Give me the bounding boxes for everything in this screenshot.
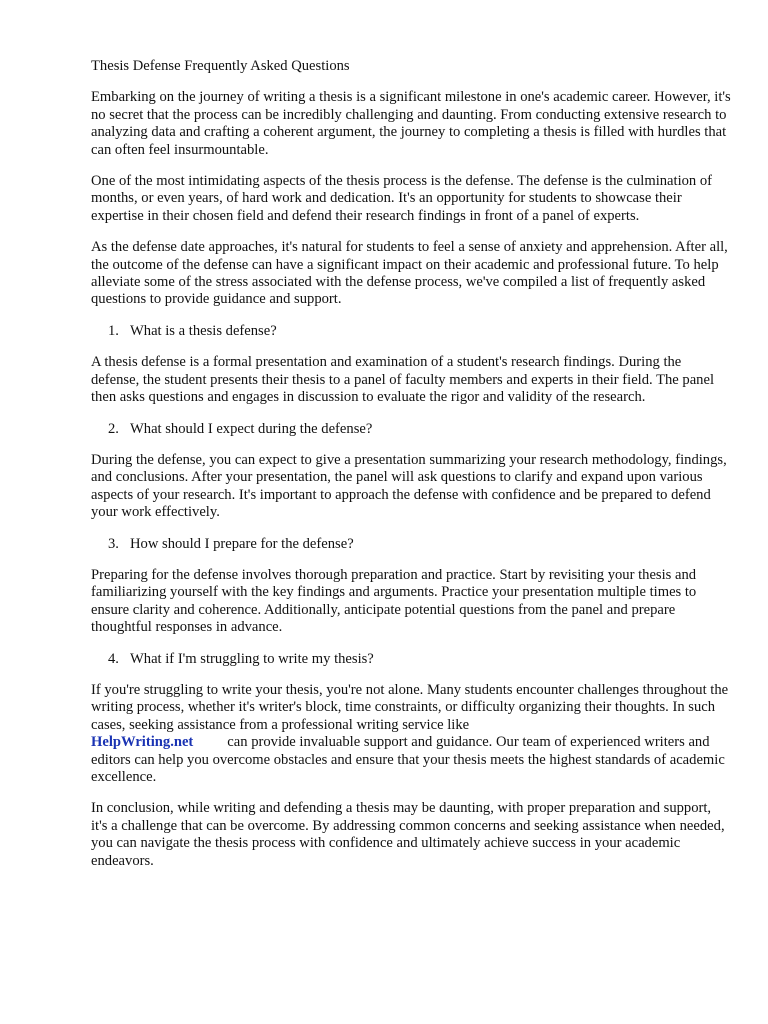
faq-number-4: 4. [108,650,119,667]
intro-paragraph-1: Embarking on the journey of writing a thesis is a significant milestone in one's academic career. However, it's no secret that the process can be incredibly challenging and daunting. From conducting extensive research to analyzing data and crafting a coherent argument, the journey to completing a thesis is filled with hurdles that can often feel insurmountable. [91,89,731,158]
helpwriting-link[interactable]: HelpWriting.net [91,734,194,751]
faq-answer-4-after-link: can provide invaluable support and guidance. Our team of experienced writers and editors can help you overcome obstacles and ensure that your thesis meets the highest standards of academic excellence. [91,734,725,785]
faq-question-3 [91,536,731,553]
faq-question-text-3: How should I prepare for the defense? [130,535,354,552]
faq-question-text-1: What is a thesis defense? [130,322,277,339]
faq-number-3: 3. [108,535,119,552]
faq-question-2 [91,421,731,438]
faq-answer-1: A thesis defense is a formal presentation and examination of a student's research findings. During the defense, the student presents their thesis to a panel of faculty members and experts in their field. The panel then asks questions and engages in discussion to evaluate the rigor and validity of the research. [91,354,715,406]
faq-question-1 [91,323,731,340]
faq-number-1: 1. [108,322,119,339]
faq-answer-3: Preparing for the defense involves thorough preparation and practice. Start by revisiting your thesis and familiarizing yourself with the key findings and arguments. Practice your presentation multiple times to ensure clarity and coherence. Additionally, anticipate potential questions from the panel and prepare thoughtful responses in advance. [91,566,697,636]
faq-answer-2: During the defense, you can expect to give a presentation summarizing your research methodology, findings, and conclusions. After your presentation, the panel will ask questions to clarify and expand upon various aspects of your research. It's important to approach the defense with confidence and be prepared to defend your work effectively. [91,451,727,521]
intro-paragraph-3: As the defense date approaches, it's natural for students to feel a sense of anxiety and apprehension. After all, the outcome of the defense can have a significant impact on their academic and professional future. To help alleviate some of the stress associated with the defense process, we've compiled a list of frequently asked questions to provide guidance and support. [91,239,728,308]
faq-answer-4-before-link: If you're struggling to write your thesis, you're not alone. Many students encounter challenges throughout the writing process, whether it's writer's block, time constraints, or difficulty organizing their thoughts. In such cases, seeking assistance from a professional writing service like [91,681,729,733]
conclusion-paragraph: In conclusion, while writing and defending a thesis may be daunting, with proper preparation and support, it's a challenge that can be overcome. By addressing common concerns and seeking assistance when needed, you can navigate the thesis process with confidence and ultimately achieve success in your academic endeavors. [91,800,725,869]
document-page [91,58,731,884]
faq-question-4 [91,651,731,668]
faq-question-text-4: What if I'm struggling to write my thesis? [130,650,374,667]
faq-question-text-2: What should I expect during the defense? [130,420,373,437]
faq-number-2: 2. [108,420,119,437]
faq-answer-4 [91,682,731,786]
document-title: Thesis Defense Frequently Asked Questions [91,58,350,74]
intro-paragraph-2: One of the most intimidating aspects of the thesis process is the defense. The defense is the culmination of months, or even years, of hard work and dedication. It's an opportunity for students to showcase their expertise in their chosen field and defend their research findings in front of a panel of experts. [91,173,713,224]
